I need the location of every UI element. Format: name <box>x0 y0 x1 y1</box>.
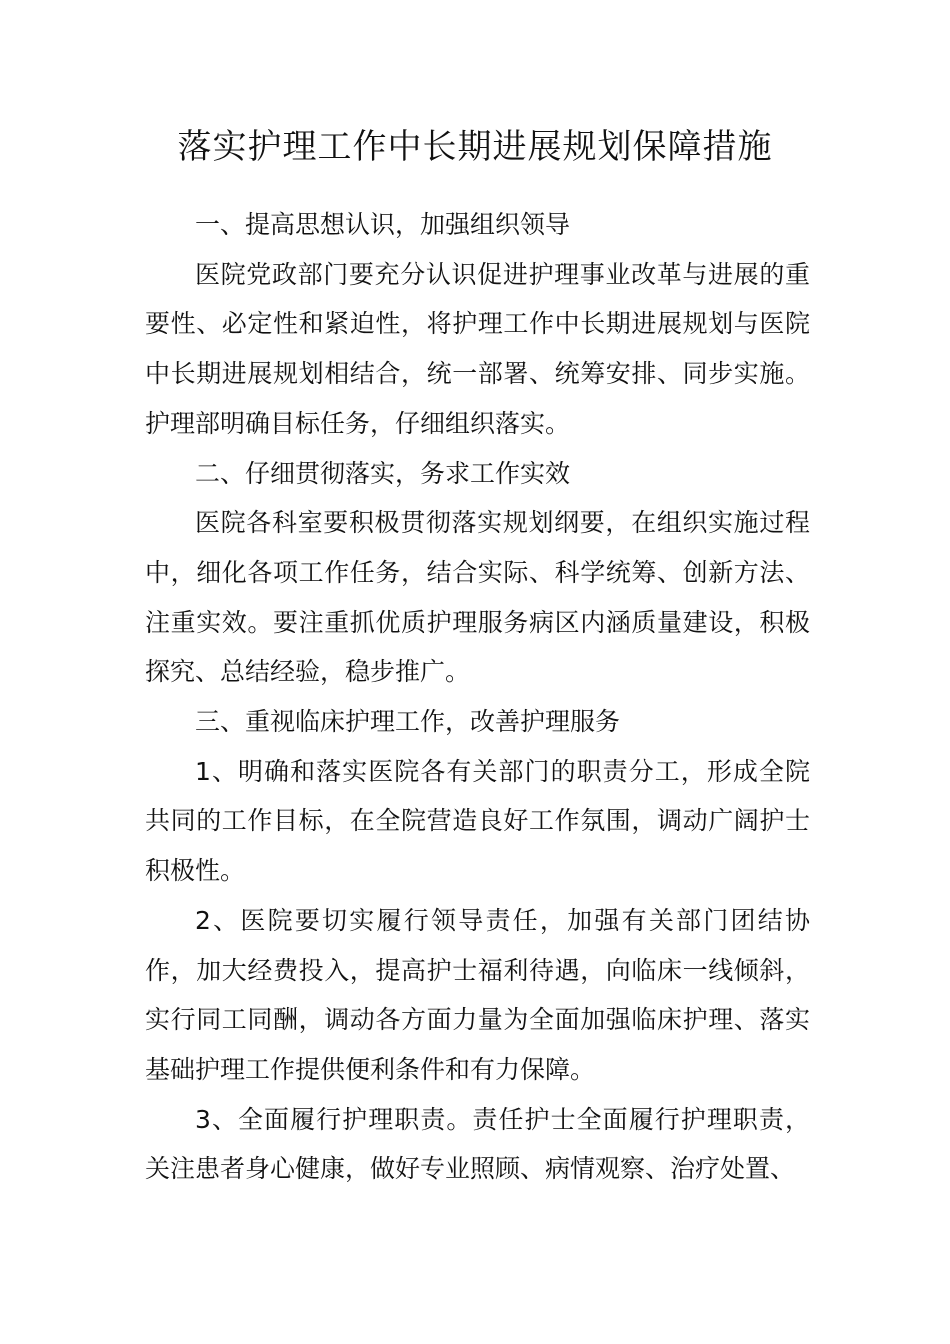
list-item-2: 2、医院要切实履行领导责任，加强有关部门团结协作，加大经费投入，提高护士福利待遇，向临床一线倾斜，实行同工同酬，调动各方面力量为全面加强临床护理、落实基础护理工作提供便利条件和有力保障。 <box>145 905 810 1084</box>
section-heading-2: 二、仔细贯彻落实，务求工作实效 <box>195 458 571 488</box>
section-heading-1: 一、提高思想认识，加强组织领导 <box>195 210 571 239</box>
paragraph-1: 医院党政部门要充分认识促进护理事业改革与进展的重要性、必定性和紧迫性，将护理工作中长期进展规划与医院中长期进展规划相结合，统一部署、统筹安排、同步实施。护理部明确目标任务，仔细组织落实。 <box>145 259 810 438</box>
document-title: 落实护理工作中长期进展规划保障措施 <box>177 127 773 167</box>
document-body <box>145 200 810 1194</box>
paragraph-2: 医院各科室要积极贯彻落实规划纲要，在组织实施过程中，细化各项工作任务，结合实际、科学统筹、创新方法、注重实效。要注重抓优质护理服务病区内涵质量建设，积极探究、总结经验，稳步推广。 <box>145 508 810 687</box>
list-item-3: 3、全面履行护理职责。责任护士全面履行护理职责，关注患者身心健康，做好专业照顾、病情观察、治疗处置、 <box>145 1104 810 1184</box>
list-item-1: 1、明确和落实医院各有关部门的职责分工，形成全院共同的工作目标，在全院营造良好工作氛围，调动广阔护士积极性。 <box>145 756 810 886</box>
section-heading-3: 三、重视临床护理工作，改善护理服务 <box>195 707 621 737</box>
